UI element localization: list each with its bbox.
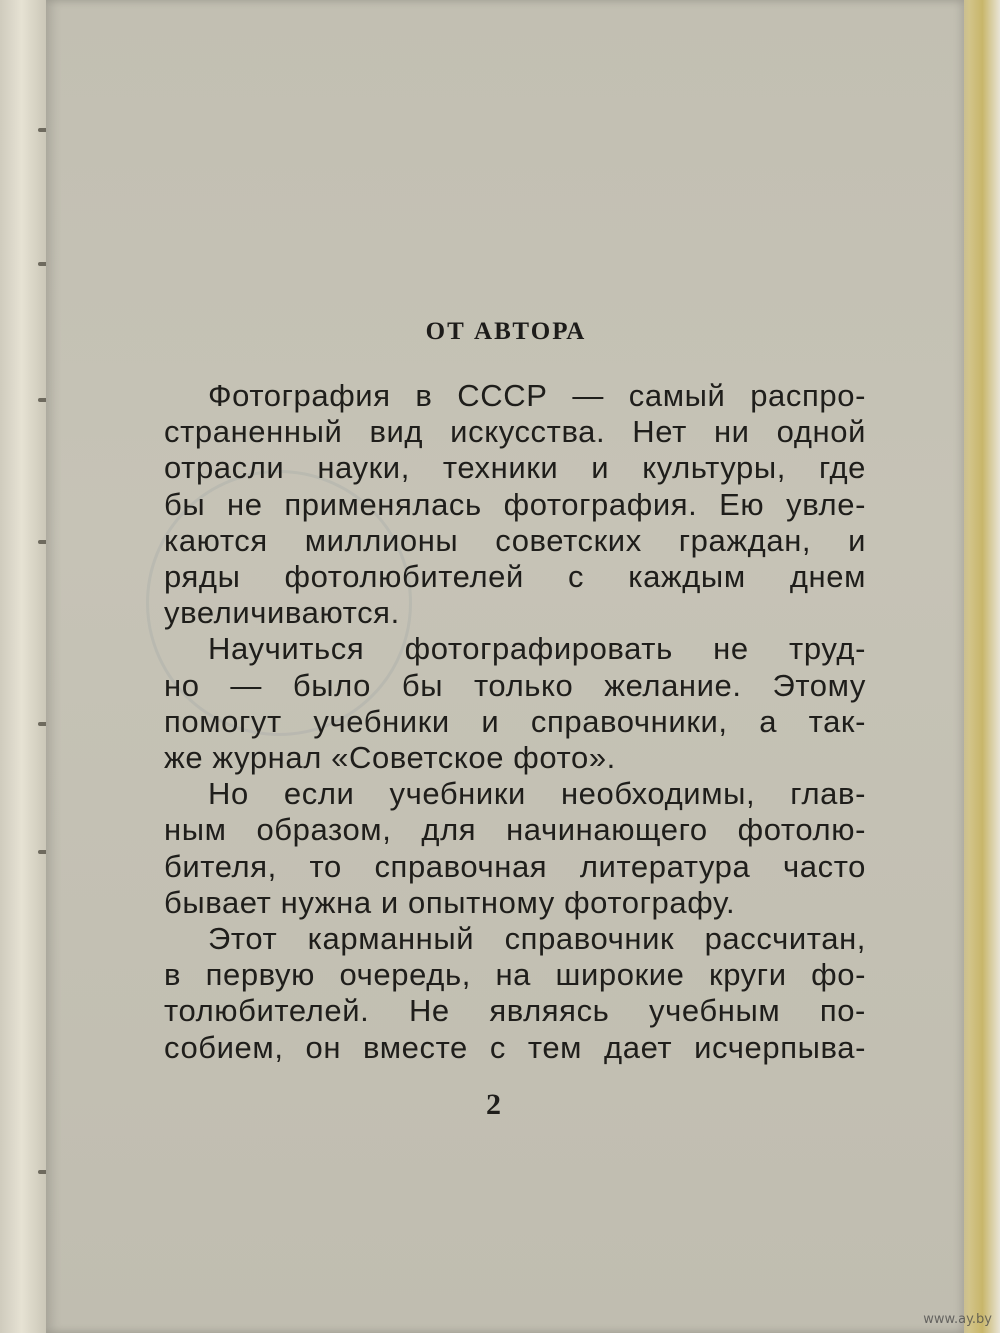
text-line: бы не применялась фотография. Ею увле-: [164, 486, 866, 522]
text-line: ным образом, для начинающего фотолю-: [164, 812, 866, 848]
text-line: Научиться фотографировать не труд-: [208, 631, 866, 667]
text-line: увеличиваются.: [164, 595, 400, 631]
watermark: www.ay.by: [923, 1312, 992, 1327]
paragraph-4: [164, 921, 866, 1066]
text-line: помогут учебники и справочники, а так-: [164, 703, 866, 739]
body-text: [164, 378, 866, 1066]
text-line: ряды фотолюбителей с каждым днем: [164, 559, 866, 595]
text-line: страненный вид искусства. Нет ни одной: [164, 414, 866, 450]
book-page: [46, 0, 964, 1333]
text-line: толюбителей. Не являясь учебным по-: [164, 993, 866, 1029]
text-line: но — было бы только желание. Этому: [164, 667, 866, 703]
text-line: собием, он вместе с тем дает исчерпыва-: [164, 1029, 866, 1065]
text-line: каются миллионы советских граждан, и: [164, 522, 866, 558]
text-line: бывает нужна и опытному фотографу.: [164, 884, 736, 920]
page-number: 2: [486, 1088, 501, 1121]
text-line: бителя, то справочная литература часто: [164, 848, 866, 884]
paragraph-3: [164, 776, 866, 921]
page-heading: ОТ АВТОРА: [425, 318, 587, 345]
paragraph-1: [164, 378, 866, 631]
text-line: же журнал «Советское фото».: [164, 740, 616, 776]
text-line: в первую очередь, на широкие круги фо-: [164, 957, 866, 993]
left-page-edge: [0, 0, 48, 1333]
text-line: Фотография в СССР — самый распро-: [208, 378, 866, 413]
paragraph-2: [164, 631, 866, 776]
text-line: Этот карманный справочник рассчитан,: [208, 921, 866, 957]
text-line: отрасли науки, техники и культуры, где: [164, 450, 866, 486]
text-line: Но если учебники необходимы, глав-: [208, 776, 866, 812]
